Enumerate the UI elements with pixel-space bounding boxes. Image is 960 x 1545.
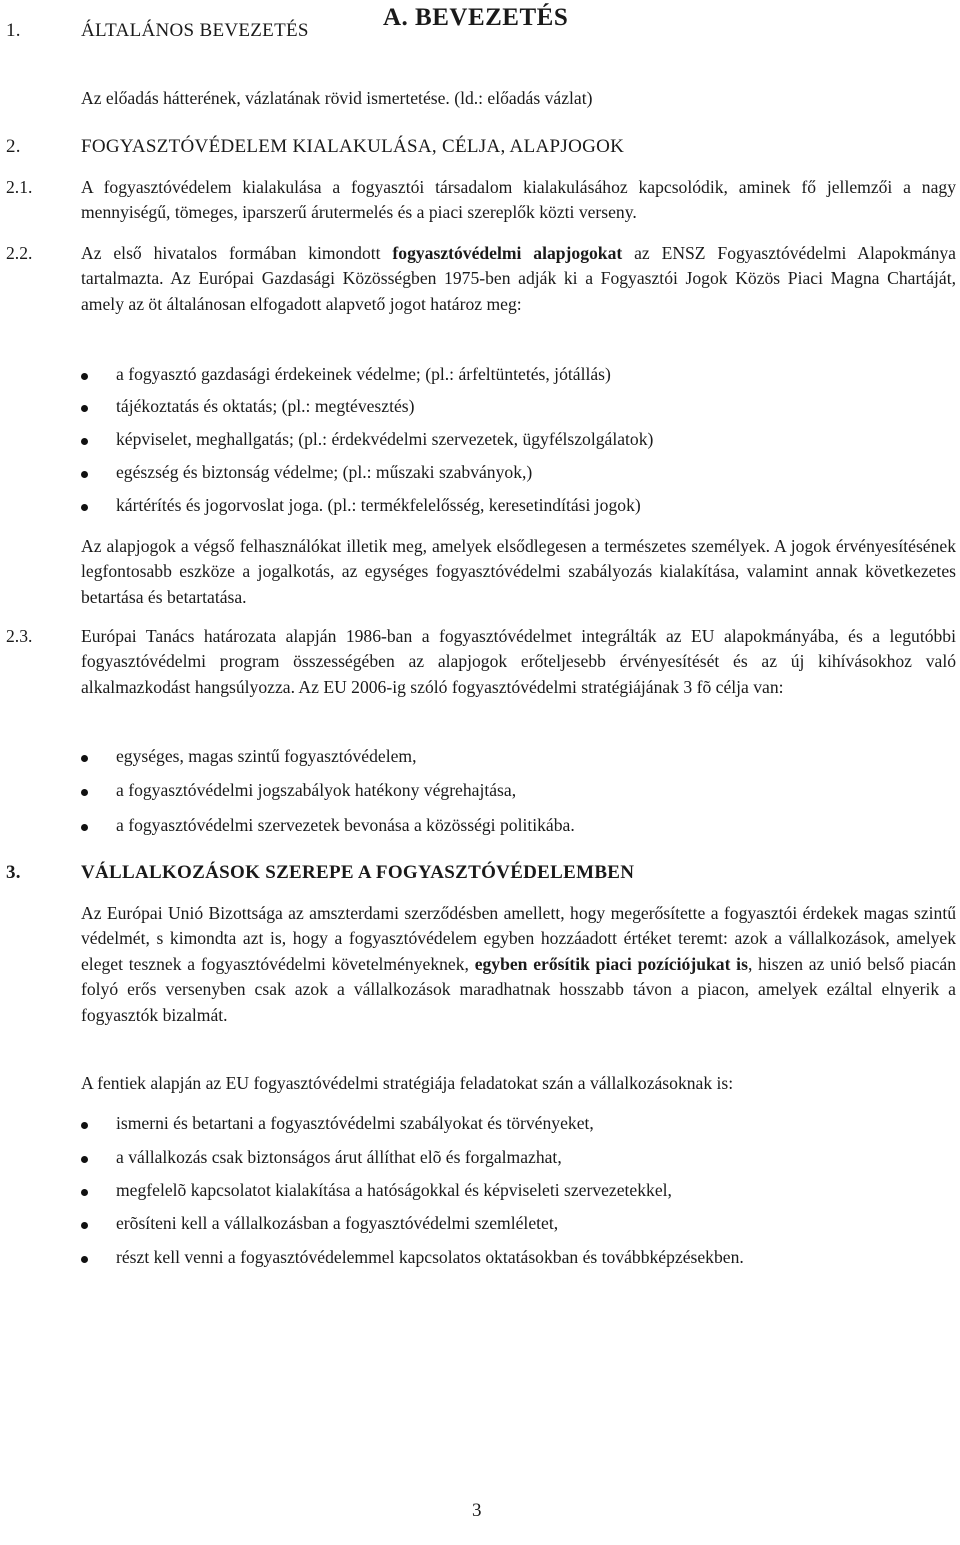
bullet-icon xyxy=(81,789,88,796)
page-number: 3 xyxy=(472,1500,482,1521)
section-3-title: VÁLLALKOZÁSOK SZEREPE A FOGYASZTÓVÉDELEMBEN xyxy=(81,862,635,883)
section-3-paragraph-1 xyxy=(81,901,956,1028)
list-item: egészség és biztonság védelme; (pl.: műszaki szabványok,) xyxy=(116,462,532,483)
paragraph-2-2-text-b: az ENSZ Fogyasztóvédelmi Alapokmánya tartalmazta. Az Európai Gazdasági Közösségben 1975-ben adják ki a Fogyasztói Jogok Közös Piaci Magna Chartáját, amely az öt általánosan elfogadott alapvető jogot határoz meg: xyxy=(81,243,956,314)
section-2-heading xyxy=(6,136,906,160)
section-1-title: ÁLTALÁNOS BEVEZETÉS xyxy=(81,20,309,41)
list-item: erõsíteni kell a vállalkozásban a fogyasztóvédelmi szemléletet, xyxy=(116,1213,558,1234)
bullet-icon xyxy=(81,1256,88,1263)
section-1-text: Az előadás hátterének, vázlatának rövid ismertetése. (ld.: előadás vázlat) xyxy=(81,88,593,108)
section-2-number: 2. xyxy=(6,136,21,157)
bullet-icon xyxy=(81,373,88,380)
list-item: egységes, magas szintű fogyasztóvédelem, xyxy=(116,746,416,767)
bullet-icon xyxy=(81,1122,88,1129)
page-title: A. BEVEZETÉS xyxy=(383,4,569,31)
bullet-icon xyxy=(81,755,88,762)
paragraph-2-2-number: 2.2. xyxy=(6,243,33,263)
list-item: a fogyasztóvédelmi jogszabályok hatékony végrehajtása, xyxy=(116,780,516,801)
paragraph-2-3-text: Európai Tanács határozata alapján 1986-ban a fogyasztóvédelmet integrálták az EU alapokmányába, és a legutóbbi fogyasztóvédelmi program összességében az alapjogok erőteljesebb érvényesítését és az új kihívásokhoz való alkalmazkodást hangsúlyozza. Az EU 2006-ig szóló fogyasztóvédelmi stratégiájának 3 fõ célja van: xyxy=(81,626,956,697)
section-1-number: 1. xyxy=(6,20,21,41)
bullet-icon xyxy=(81,1222,88,1229)
section-3-paragraph-2: A fentiek alapján az EU fogyasztóvédelmi stratégiája feladatokat szán a vállalkozásoknak is: xyxy=(81,1073,734,1093)
paragraph-2-2-bold: fogyasztóvédelmi alapjogokat xyxy=(392,243,623,263)
list-item: részt kell venni a fogyasztóvédelemmel kapcsolatos oktatásokban és továbbképzésekben. xyxy=(116,1247,744,1268)
list-item: ismerni és betartani a fogyasztóvédelmi szabályokat és törvényeket, xyxy=(116,1113,594,1134)
bullet-icon xyxy=(81,824,88,831)
section-3-heading xyxy=(6,862,906,886)
bullet-icon xyxy=(81,438,88,445)
paragraph-2-2 xyxy=(6,241,956,317)
paragraph-2-1 xyxy=(6,175,956,226)
paragraph-2-2-text-a: Az első hivatalos formában kimondott xyxy=(81,243,393,263)
paragraph-2-2-after: Az alapjogok a végső felhasználókat illetik meg, amelyek elsődlegesen a természetes személyek. A jogok érvényesítésének legfontosabb eszköze a jogalkotás, az egységes fogyasztóvédelmi szabályozás kialakítása, valamint annak következetes betartása és betartatása. xyxy=(81,536,956,607)
bullet-icon xyxy=(81,405,88,412)
section-2-title: FOGYASZTÓVÉDELEM KIALAKULÁSA, CÉLJA, ALAPJOGOK xyxy=(81,136,625,157)
bullet-icon xyxy=(81,471,88,478)
paragraph-2-3-number: 2.3. xyxy=(6,626,33,646)
section-3-paragraph-1-text-b: , hiszen az unió belső piacán folyó erős versenyben csak azok a vállalkozások maradhatnak hosszabb távon a piacon, amelyek ezáltal elnyerik a fogyasztók bizalmát. xyxy=(81,953,956,1025)
list-item: a fogyasztóvédelmi szervezetek bevonása a közösségi politikába. xyxy=(116,815,575,836)
paragraph-2-1-number: 2.1. xyxy=(6,177,33,197)
section-3-number: 3. xyxy=(6,862,21,883)
list-item: a fogyasztó gazdasági érdekeinek védelme; (pl.: árfeltüntetés, jótállás) xyxy=(116,364,611,385)
section-1-heading xyxy=(6,20,906,44)
list-item: megfelelõ kapcsolatot kialakítása a hatóságokkal és képviseleti szervezetekkel, xyxy=(116,1180,672,1201)
list-item: képviselet, meghallgatás; (pl.: érdekvédelmi szervezetek, ügyfélszolgálatok) xyxy=(116,429,653,450)
section-3-paragraph-1-text-a: Az Európai Unió Bizottsága az amszterdami szerződésben amellett, hogy megerősítette a fogyasztói érdekek magas szintű védelmét, s kimondta azt is, hogy a fogyasztóvédelem egyben hozzáadott értéket teremt: azok a vállalkozások, amelyek eleget tesznek a fogyasztóvédelmi követelményeknek, xyxy=(81,903,956,974)
list-item: a vállalkozás csak biztonságos árut állíthat elõ és forgalmazhat, xyxy=(116,1147,562,1168)
list-item: tájékoztatás és oktatás; (pl.: megtévesztés) xyxy=(116,396,415,417)
bullet-icon xyxy=(81,504,88,511)
bullet-icon xyxy=(81,1189,88,1196)
list-item: kártérítés és jogorvoslat joga. (pl.: termékfelelősség, keresetindítási jogok) xyxy=(116,495,641,516)
paragraph-2-3 xyxy=(6,624,956,700)
bullet-icon xyxy=(81,1156,88,1163)
section-3-paragraph-1-bold: egyben erősítik piaci pozíciójukat is xyxy=(474,953,748,974)
paragraph-2-1-text: A fogyasztóvédelem kialakulása a fogyasztói társadalom kialakulásához kapcsolódik, aminek fő jellemzői a nagy mennyiségű, tömeges, iparszerű árutermelés és a piaci szereplők közti verseny. xyxy=(81,177,956,223)
